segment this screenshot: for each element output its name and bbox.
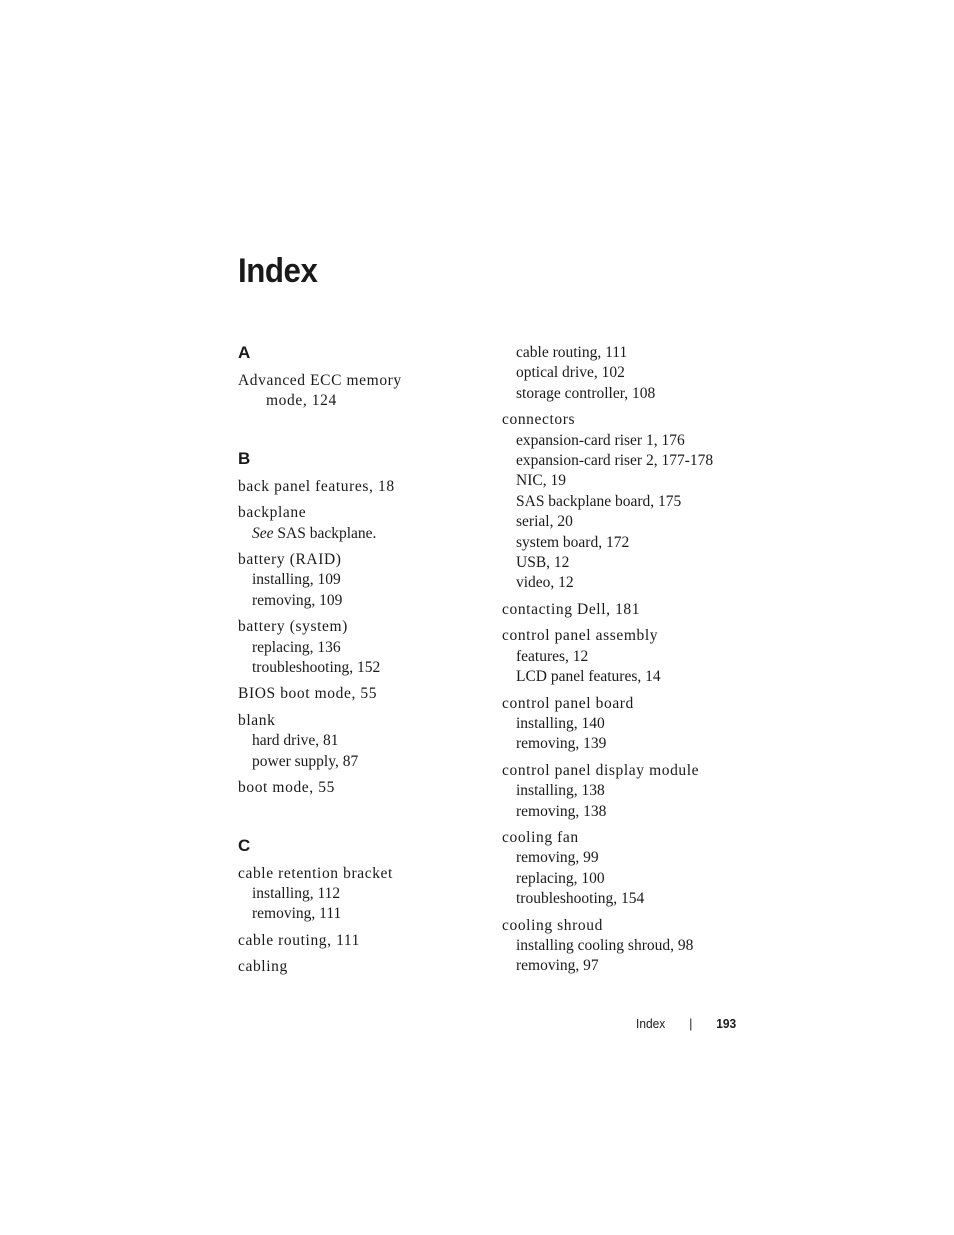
index-term: control panel assembly bbox=[502, 627, 659, 645]
index-entry bbox=[502, 626, 752, 687]
index-entry bbox=[502, 694, 752, 755]
see-prefix: See bbox=[252, 524, 274, 542]
index-subentry: removing, 138 bbox=[516, 802, 607, 820]
footer-separator: | bbox=[689, 1016, 693, 1031]
index-subentry: removing, 111 bbox=[252, 905, 342, 923]
index-entry bbox=[502, 761, 752, 822]
index-entry bbox=[238, 864, 488, 925]
index-term: backplane bbox=[238, 504, 307, 522]
index-section bbox=[238, 449, 488, 799]
index-subentry: LCD panel features, 14 bbox=[516, 668, 661, 686]
index-entry bbox=[238, 503, 488, 544]
index-subentry: optical drive, 102 bbox=[516, 364, 625, 382]
index-term: control panel display module bbox=[502, 761, 700, 779]
section-letter: C bbox=[238, 835, 251, 855]
index-subentry: storage controller, 108 bbox=[516, 384, 656, 402]
index-column-left bbox=[238, 343, 488, 1015]
index-term: boot mode, 55 bbox=[238, 779, 335, 797]
index-entry bbox=[238, 617, 488, 678]
index-entry bbox=[502, 410, 752, 594]
index-entry bbox=[502, 828, 752, 910]
index-term: cooling fan bbox=[502, 828, 579, 846]
index-entry bbox=[238, 550, 488, 611]
section-letter: B bbox=[238, 448, 251, 468]
index-subentry: power supply, 87 bbox=[252, 752, 359, 770]
index-term: cable retention bracket bbox=[238, 864, 393, 882]
index-term: battery (RAID) bbox=[238, 551, 342, 569]
index-subentry: expansion-card riser 2, 177-178 bbox=[516, 452, 714, 470]
index-subentry: removing, 97 bbox=[516, 957, 599, 975]
index-entry bbox=[502, 343, 752, 404]
see-target: SAS backplane. bbox=[273, 524, 377, 542]
index-entry bbox=[238, 711, 488, 772]
index-term: back panel features, 18 bbox=[238, 477, 395, 495]
index-term: cooling shroud bbox=[502, 916, 603, 934]
index-subentry: installing, 138 bbox=[516, 782, 605, 800]
index-entry bbox=[238, 684, 488, 704]
index-term: cable routing, 111 bbox=[238, 931, 360, 949]
index-subentry: SAS backplane board, 175 bbox=[516, 492, 682, 510]
index-subentry: installing, 140 bbox=[516, 714, 605, 732]
index-subentry: removing, 109 bbox=[252, 591, 343, 609]
index-term: BIOS boot mode, 55 bbox=[238, 685, 378, 703]
index-subentry: NIC, 19 bbox=[516, 472, 566, 490]
index-term: connectors bbox=[502, 411, 576, 429]
index-subentry: hard drive, 81 bbox=[252, 732, 339, 750]
index-term: contacting Dell, 181 bbox=[502, 600, 641, 618]
index-subentry: expansion-card riser 1, 176 bbox=[516, 431, 685, 449]
index-subentry: video, 12 bbox=[516, 574, 574, 592]
index-subentry: cable routing, 111 bbox=[516, 344, 628, 361]
page-footer bbox=[636, 1015, 736, 1033]
index-subentry: features, 12 bbox=[516, 647, 589, 665]
index-subentry: installing cooling shroud, 98 bbox=[516, 936, 694, 954]
index-subentry: removing, 99 bbox=[516, 849, 599, 867]
footer-label: Index bbox=[636, 1016, 666, 1031]
index-entry bbox=[238, 957, 488, 977]
index-entry bbox=[238, 371, 488, 412]
index-term: battery (system) bbox=[238, 618, 348, 636]
index-term: cabling bbox=[238, 958, 288, 976]
index-entry bbox=[238, 477, 488, 497]
index-entry bbox=[238, 931, 488, 951]
index-term: blank bbox=[238, 711, 276, 729]
index-subentry: troubleshooting, 154 bbox=[516, 890, 645, 908]
index-column-right bbox=[502, 343, 752, 983]
index-subentry: replacing, 136 bbox=[252, 638, 341, 656]
page-title: Index bbox=[238, 252, 318, 290]
section-letter: A bbox=[238, 343, 251, 362]
index-entry bbox=[502, 916, 752, 977]
index-section bbox=[238, 836, 488, 978]
index-term: control panel board bbox=[502, 694, 634, 712]
index-subentry: installing, 112 bbox=[252, 884, 341, 902]
index-subentry: replacing, 100 bbox=[516, 869, 605, 887]
index-term-continuation: mode, 124 bbox=[266, 392, 337, 410]
index-subentry: serial, 20 bbox=[516, 513, 573, 531]
index-subentry: removing, 139 bbox=[516, 735, 607, 753]
index-section bbox=[238, 343, 488, 412]
index-term: Advanced ECC memory bbox=[238, 372, 402, 389]
index-entry bbox=[502, 600, 752, 620]
page-number: 193 bbox=[716, 1016, 737, 1031]
see-reference bbox=[238, 524, 488, 544]
index-entry bbox=[238, 778, 488, 798]
index-subentry: installing, 109 bbox=[252, 571, 341, 589]
index-subentry: USB, 12 bbox=[516, 554, 570, 572]
index-subentry: system board, 172 bbox=[516, 533, 630, 551]
index-subentry: troubleshooting, 152 bbox=[252, 659, 381, 677]
